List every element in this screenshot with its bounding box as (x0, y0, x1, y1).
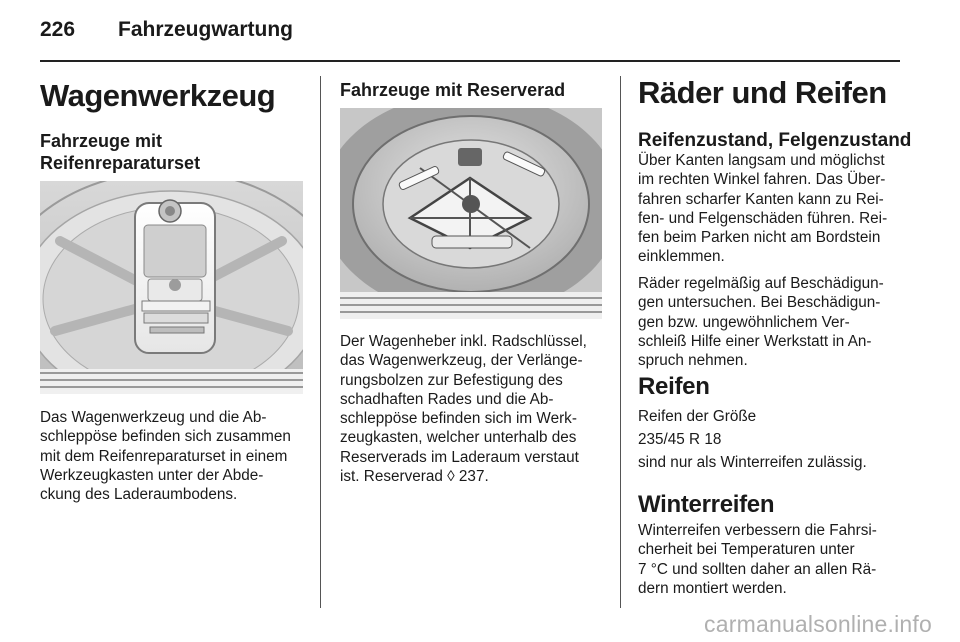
text-line: ist. Reserverad ◊ 237. (340, 468, 489, 486)
text-line: cherheit bei Temperaturen unter (638, 541, 855, 559)
text-line: Der Wagenheber inkl. Radschlüssel, (340, 333, 587, 350)
text-reifen-groesse: Reifen der Größe (638, 408, 757, 425)
subtitle-line: Fahrzeuge mit (40, 131, 163, 151)
text-line: im rechten Winkel fahren. Das Über- (638, 171, 886, 189)
text-line: Reserverads im Laderaum verstaut (340, 448, 579, 466)
text-line: schleppöse befinden sich im Werk- (340, 410, 577, 428)
text-reifen-dimension: 235/45 R 18 (638, 431, 722, 448)
text-line: gen bzw. ungewöhnlichem Ver- (638, 313, 850, 331)
text-line: fen- und Felgenschäden führen. Rei- (638, 209, 888, 227)
text-line: dern montiert werden. (638, 579, 787, 597)
text-line: schleppöse befinden sich zusammen (40, 428, 291, 446)
text-line: schleiß Hilfe einer Werkstatt in An- (638, 332, 872, 350)
text-line: Werkzeugkasten unter der Abde- (40, 466, 264, 484)
text-line: Räder regelmäßig auf Beschädigun- (638, 275, 884, 292)
text-reifen-winter: sind nur als Winterreifen zulässig. (638, 454, 867, 471)
text-line: spruch nehmen. (638, 352, 748, 370)
text-line: fen beim Parken nicht am Bordstein (638, 229, 881, 247)
text-line: zeugkasten, welcher unterhalb des (340, 429, 577, 447)
text-line: einklemmen. (638, 248, 725, 266)
subtitle-reifenzustand: Reifenzustand, Felgenzustand (638, 130, 912, 151)
subtitle-reserverad: Fahrzeuge mit Reserverad (340, 80, 566, 100)
text-line: schadhaften Rades und die Ab- (340, 390, 554, 408)
column-divider-1 (320, 76, 321, 608)
text-line: rungsbolzen zur Befestigung des (340, 371, 563, 389)
column-divider-2 (620, 76, 621, 608)
text-line: das Wagenwerkzeug, der Verlänge- (340, 352, 583, 370)
figure-tool-kit-repair-set (40, 181, 303, 394)
subtitle-line: Reifenreparaturset (40, 153, 201, 173)
body-text-reifenzustand-2 (638, 274, 938, 370)
text-line: gen untersuchen. Bei Beschädigun- (638, 294, 881, 312)
text-line: 7 °C und sollten daher an allen Rä- (638, 560, 877, 578)
section-title-raeder-reifen: Räder und Reifen (638, 75, 887, 110)
text-line: Über Kanten langsam und möglichst (638, 152, 885, 169)
text-line: mit dem Reifenreparaturset in einem (40, 447, 288, 465)
watermark: carmanualsonline.info (704, 611, 932, 637)
body-text-col1 (40, 408, 315, 504)
chapter-title: Fahrzeugwartung (118, 18, 294, 41)
body-text-winterreifen (638, 521, 938, 598)
header-rule (40, 60, 900, 62)
page-number: 226 (40, 18, 76, 41)
section-title-winterreifen: Winterreifen (638, 491, 775, 518)
text-line: Das Wagenwerkzeug und die Ab- (40, 409, 267, 426)
figure-spare-wheel-jack (340, 108, 602, 319)
subtitle-reifenreparaturset (40, 130, 200, 174)
text-line: fahren scharfer Kanten kann zu Rei- (638, 190, 884, 208)
section-title-wagenwerkzeug: Wagenwerkzeug (40, 78, 276, 113)
body-text-col2 (340, 332, 618, 486)
text-line: Winterreifen verbessern die Fahrsi- (638, 522, 877, 539)
section-title-reifen: Reifen (638, 373, 710, 400)
body-text-reifenzustand-1 (638, 151, 938, 267)
text-line: ckung des Laderaumbodens. (40, 486, 238, 504)
